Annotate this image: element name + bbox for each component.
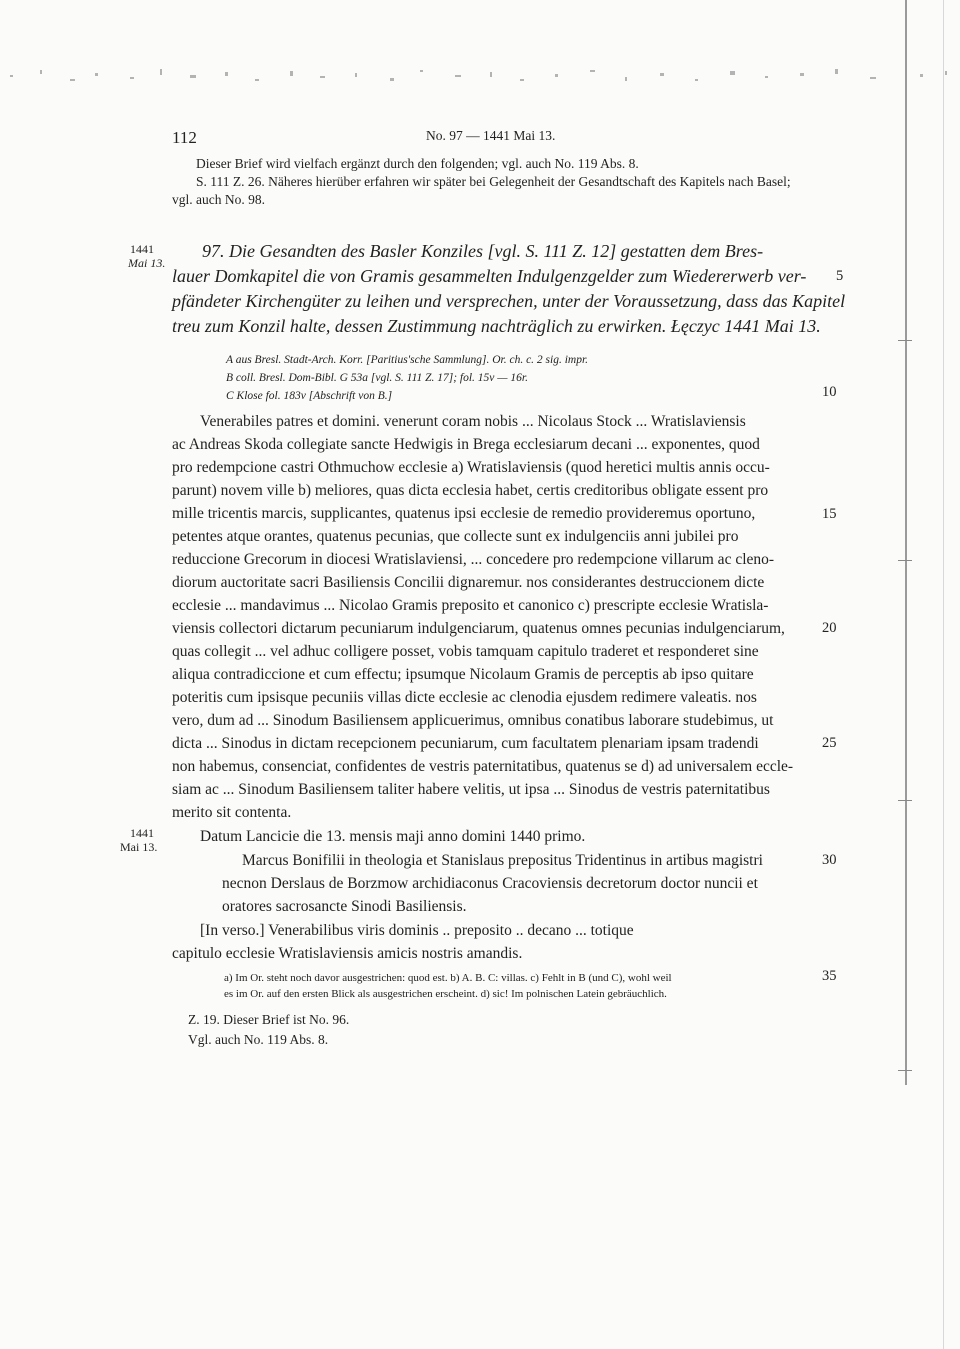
text-line: parunt) novem ville b) meliores, quas dicta ecclesia habet, certis creditoribus obligate essent pro: [172, 482, 769, 499]
entry-heading-line: 97. Die Gesandten des Basler Konziles [vgl. S. 111 Z. 12] gestatten dem Bres-: [202, 241, 764, 261]
text-line: ecclesie ... mandavimus ... Nicolao Gramis preposito et canonico c) prescripte ecclesie Wratisla-: [172, 597, 769, 614]
scan-edge-tick: [898, 340, 912, 341]
running-title: No. 97 — 1441 Mai 13.: [426, 128, 556, 143]
preface-line: S. 111 Z. 26. Näheres hierüber erfahren wir später bei Gelegenheit der Gesandtschaft des Kapitels nach Basel;: [196, 174, 791, 189]
line-number: 15: [822, 506, 837, 522]
text-line: diorum auctoritate sacri Basiliensis Concilii dignaremur. nos considerantes destruccionem dicte: [172, 574, 765, 591]
line-number: 30: [822, 852, 837, 868]
scan-edge-tick: [898, 1070, 912, 1071]
margin-year: 1441: [130, 242, 154, 256]
apparatus-line: C Klose fol. 183v [Abschrift von B.]: [226, 390, 393, 402]
text-line: pro redempcione castri Othmuchow ecclesie a) Wratislaviensis (quod heretici multis annis occu-: [172, 459, 770, 476]
line-number: 20: [822, 620, 837, 636]
page-number: 112: [172, 128, 197, 147]
text-line: dicta ... Sinodus in dictam recepcionem pecuniarum, cum facultatem plenariam ipsam tradendi: [172, 735, 759, 752]
text-line: non habemus, consenciat, confidentes de vestris paternitatibus, quatenus se d) ad universalem eccle-: [172, 758, 794, 775]
end-note: Vgl. auch No. 119 Abs. 8.: [188, 1032, 329, 1047]
verso-line: [In verso.] Venerabilibus viris dominis .. preposito .. decano ... totique: [200, 922, 634, 939]
apparatus-line: A aus Bresl. Stadt-Arch. Korr. [Paritius'sche Sammlung]. Or. ch. c. 2 sig. impr.: [226, 354, 589, 366]
preface-line: vgl. auch No. 98.: [172, 192, 265, 207]
text-line: Venerabiles patres et domini. venerunt coram nobis ... Nicolaus Stock ... Wratislaviensis: [200, 413, 746, 430]
scan-edge-tick: [898, 800, 912, 801]
line-number: 25: [822, 735, 837, 751]
datum-line: Datum Lancicie die 13. mensis maji anno domini 1440 primo.: [200, 828, 586, 845]
scan-edge-line: [905, 0, 907, 1085]
text-line: viensis collectori dictarum pecuniarum indulgenciarum, quatenus omnes pecunias indulgenciarum,: [172, 620, 785, 637]
margin-year-2: 1441: [130, 826, 154, 840]
signature-line: necnon Derslaus de Borzmow archidiaconus Cracoviensis decretorum doctor nuncii et: [222, 875, 758, 892]
text-line: merito sit contenta.: [172, 804, 292, 821]
preface-line: Dieser Brief wird vielfach ergänzt durch den folgenden; vgl. auch No. 119 Abs. 8.: [196, 156, 639, 171]
footnote-line: a) Im Or. steht noch davor ausgestrichen: quod est. b) A. B. C: villas. c) Fehlt in B (und C), wohl weil: [224, 972, 672, 984]
end-note: Z. 19. Dieser Brief ist No. 96.: [188, 1012, 350, 1027]
text-line: siam ac ... Sinodum Basiliensem taliter habere velitis, ut ipsa ... Sinodus de vestris paternitatibus: [172, 781, 770, 798]
entry-heading-line: pfändeter Kirchengüter zu leihen und versprechen, unter der Voraussetzung, dass das Kapitel: [172, 291, 846, 311]
margin-date-2: Mai 13.: [120, 840, 158, 854]
text-line: poteritis cum ipsisque pecuniis villas dicte ecclesie ac clenodia ejusdem redimere valeatis. nos: [172, 689, 757, 706]
scan-noise-band: [0, 55, 960, 105]
line-number: 10: [822, 384, 837, 400]
line-number: 35: [822, 968, 837, 984]
text-line: aliqua contradiccione et cum effectu; ipsumque Nicolaum Gramis de perceptis ab ipso quitare: [172, 666, 754, 683]
verso-line: capitulo ecclesie Wratislaviensis amicis nostris amandis.: [172, 945, 523, 962]
entry-heading-line: lauer Domkapitel die von Gramis gesammelten Indulgenzgelder zum Wiedererwerb ver-: [172, 266, 807, 286]
text-line: vero, dum ad ... Sinodum Basiliensem applicuerimus, omnibus conatibus laborare studebimus, ut: [172, 712, 774, 729]
signature-line: oratores sacrosancte Sinodi Basiliensis.: [222, 898, 467, 915]
text-line: reduccione Grecorum in diocesi Wratislaviensi, ... concedere pro redempcione villarum ac cleno-: [172, 551, 775, 568]
footnote-line: es im Or. auf den ersten Blick als ausgestrichen erscheint. d) sic! Im polnischen Latein gebräuchlich.: [224, 988, 667, 1000]
scan-edge-line-faint: [943, 0, 944, 1349]
margin-date: Mai 13.: [128, 256, 166, 270]
signature-line: Marcus Bonifilii in theologia et Stanislaus prepositus Tridentinus in artibus magistri: [242, 852, 763, 869]
scan-edge-tick: [898, 560, 912, 561]
text-line: petentes atque orantes, quatenus pecunias, que collecte sunt ex indulgenciis anni jubilei pro: [172, 528, 739, 545]
line-number: 5: [836, 268, 844, 284]
apparatus-line: B coll. Bresl. Dom-Bibl. G 53a [vgl. S. 111 Z. 17]; fol. 15v — 16r.: [226, 372, 528, 384]
text-line: ac Andreas Skoda collegiate sancte Hedwigis in Brega ecclesiarum decani ... exponentes, quod: [172, 436, 760, 453]
entry-heading-line: treu zum Konzil halte, dessen Zustimmung nachträglich zu erwirken. Łęczyc 1441 Mai 13.: [172, 316, 821, 336]
text-line: mille tricentis marcis, supplicantes, quatenus ipsi ecclesie de remedio provideremus oportuno,: [172, 505, 756, 522]
text-line: quas collegit ... vel adhuc colligere posset, vobis tamquam capitulo traderet et responderet sine: [172, 643, 759, 660]
